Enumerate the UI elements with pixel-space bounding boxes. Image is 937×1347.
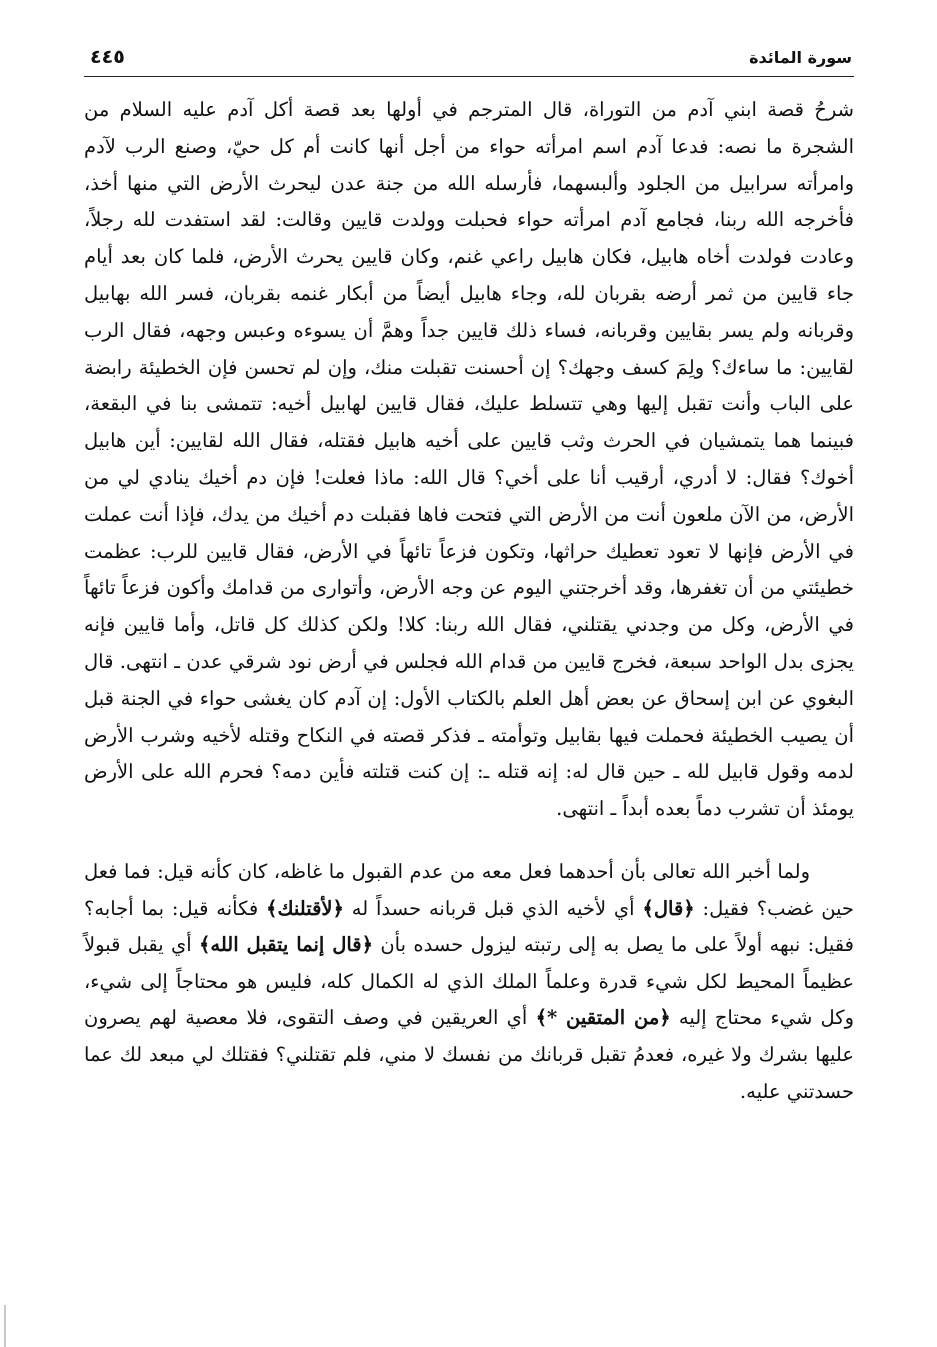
text-segment: فكأنه قيل: بما أجابه؟ فقيل: نبهه أولاً على ما يصل به إلى رتبته ليزول حسده بأن — [84, 896, 854, 957]
paragraph-torah-story: شرحُ قصة ابني آدم من التوراة، قال المترجم في أولها بعد قصة أكل آدم عليه السلام من الشجرة ما نصه: فدعا آدم اسم امرأته حواء من أجل أنها كانت أم كل حيّ، وصنع الرب لآدم وامرأته سرابيل من الجلود وألبسهما، فأرسله الله من جنة عدن ليحرث الأرض التي منها أخذ، فأخرجه الله ربنا، فجامع آدم امرأته حواء فحبلت وولدت قايين وقالت: لقد استفدت لله رجلاً، وعادت فولدت أخاه هابيل، فكان هابيل راعي غنم، وكان قايين يحرث الأرض، فلما كان بعد أيام جاء قايين من ثمر أرضه بقربان لله، وجاء هابيل أيضاً من أبكار غنمه بقربان، فسر الله بهابيل وقربانه ولم يسر بقايين وقربانه، فساء ذلك قايين جداً وهمَّ أن يسوءه وعبس وجهه، فقال الرب لقايين: ما ساءك؟ ولِمَ كسف وجهك؟ إن أحسنت تقبلت منك، وإن لم تحسن فإن الخطيئة رابضة على الباب وأنت تقبل إليها وهي تتسلط عليك، فقال قايين لهابيل أخيه: تتمشى بنا في البقعة، فبينما هما يتمشيان في الحرث وثب قايين على أخيه هابيل فقتله، فقال الله لقايين: أين هابيل أخوك؟ فقال: لا أدري، أرقيب أنا على أخي؟ قال الله: ماذا فعلت! فإن دم أخيك ينادي لي من الأرض، من الآن ملعون أنت من الأرض التي فتحت فاها فقبلت دم أخيك من يدك، فإذا أنت عملت في الأرض فإنها لا تعود تعطيك حراثها، وتكون فزعاً تائهاً في الأرض، فقال قايين للرب: عظمت خطيئتي من أن تغفرها، وقد أخرجتني اليوم عن وجه الأرض، وأتوارى من قدامك وأكون فزعاً تائهاً في الأرض، وكل من وجدني يقتلني، فقال الله ربنا: كلا! ولكن كذلك كل قاتل، وأما قايين فإنه يجزى بدل الواحد سبعة، فخرج قايين من قدام الله فجلس في أرض نود شرقي عدن ـ انتهى. قال البغوي عن ابن إسحاق عن بعض أهل العلم بالكتاب الأول: إن آدم كان يغشى حواء في الجنة قبل أن يصيب الخطيئة فحملت فيها بقابيل وتوأمته ـ فذكر قصته في النكاح وقتله لأخيه وشرب الأرض لدمه وقول قابيل لله ـ حين قال له: إنه قتله ـ: إن كنت قتلته فأين دمه؟ فحرم الله على الأرض يومئذ أن تشرب دماً بعده أبداً ـ انتهى. — [84, 98, 854, 821]
text-segment: أي لأخيه الذي قبل قربانه حسداً له — [343, 896, 643, 920]
quran-quote: ﴿قال إنما يتقبل الله﴾ — [198, 933, 374, 957]
text-segment: ولما أخبر الله تعالى بأن أحدهما فعل معه من عدم القبول ما غاظه، كان كأنه قيل: فما فعل حين غضب؟ فقيل: — [84, 859, 854, 920]
text-segment: أي يقبل قبولاً عظيماً المحيط لكل شيء قدرة وعلماً الملك الذي له الكمال كله، فليس هو محتاجاً إلى شيء، وكل شيء محتاج إليه — [84, 933, 854, 1030]
page-body — [84, 92, 854, 1110]
quran-quote: ﴿قال﴾ — [642, 896, 695, 920]
paragraph-commentary — [84, 854, 854, 1110]
quran-quote: ﴿من المتقين *﴾ — [535, 1006, 671, 1030]
page-header — [84, 42, 854, 77]
running-title: سورة المائدة — [749, 48, 852, 67]
scan-edge-mark — [4, 1305, 6, 1347]
quran-quote: ﴿لأقتلنك﴾ — [266, 896, 344, 920]
page-number: ٤٤٥ — [90, 46, 125, 68]
text-segment: أي العريقين في وصف التقوى، فلا معصية لهم يصرون عليها بشرك ولا غيره، فعدمُ تقبل قربانك من نفسك لا مني، فلم تقتلني؟ فقتلك لي مبعد لك عما حسدتني عليه. — [84, 1006, 854, 1103]
